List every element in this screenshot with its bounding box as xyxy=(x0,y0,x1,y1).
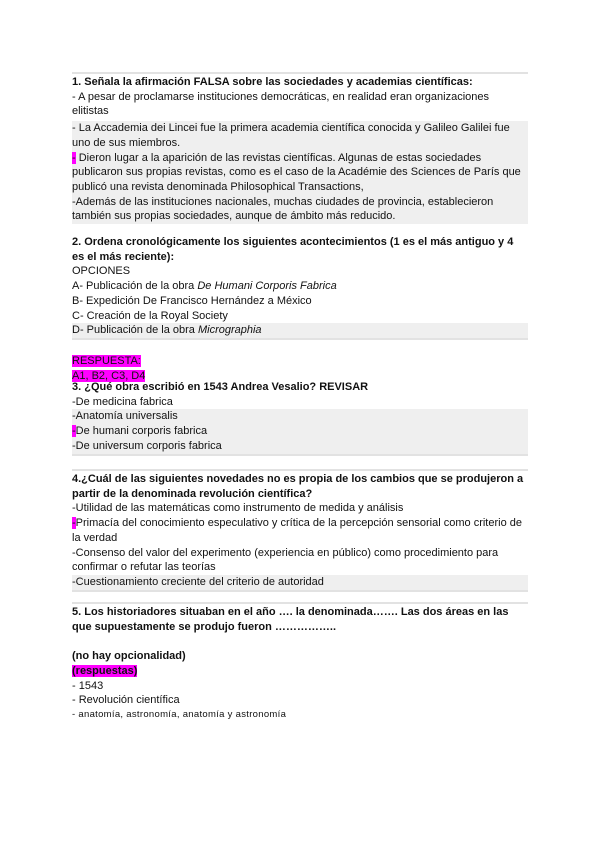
divider xyxy=(72,72,528,74)
option-text: De humani corporis fabrica xyxy=(75,425,208,438)
divider xyxy=(72,590,528,592)
shaded-options xyxy=(72,409,528,453)
answer-label: RESPUESTA: xyxy=(72,354,141,367)
option-b: B- Expedición De Francisco Hernández a México xyxy=(72,294,312,307)
question-title: 3. ¿Qué obra escribió en 1543 Andrea Vesalio? REVISAR xyxy=(72,381,369,393)
question-title: 5. Los historiadores situaban en el año …. la denominada……. Las dos áreas en las que supuestamente se produjo fueron …………….. xyxy=(72,606,509,633)
question-title: 4.¿Cuál de las siguientes novedades no es propia de los cambios que se produjeron a partir de la denominada revolución científica? xyxy=(72,473,524,500)
question-1 xyxy=(72,72,528,224)
answer-marker: - xyxy=(72,517,76,530)
answer: - anatomía, astronomía, anatomía y astronomía xyxy=(72,708,287,720)
answer: - 1543 xyxy=(72,679,104,692)
note: (no hay opcionalidad) xyxy=(72,650,186,663)
option: -De medicina fabrica xyxy=(72,395,173,408)
option-correct xyxy=(72,424,528,439)
option-text: D- Publicación de la obra xyxy=(72,324,198,337)
option: - A pesar de proclamarse instituciones democráticas, en realidad eran organizaciones elitistas xyxy=(72,90,490,118)
question-3 xyxy=(72,380,528,456)
option: -Consenso del valor del experimento (experiencia en público) como procedimiento para confirmar o refutar las teorías xyxy=(72,546,499,574)
option-d xyxy=(72,323,528,338)
option: -Además de las instituciones nacionales, muchas ciudades de provincia, establecieron también sus propias sociedades, aunque de ámbito más reducido. xyxy=(72,195,494,223)
option: -De universum corporis fabrica xyxy=(72,439,222,452)
option: -Cuestionamiento creciente del criterio de autoridad xyxy=(72,575,528,590)
answer-label: (respuestas) xyxy=(72,664,138,677)
option-text: Dieron lugar a la aparición de las revistas científicas. Algunas de estas sociedades publicaron sus propias revistas, como es el caso de la Académie des Sciences de París que publicó una revista denominada Philosophical Transactions, xyxy=(72,151,521,193)
answer-marker: - xyxy=(72,425,76,438)
option: - La Accademia dei Lincei fue la primera academia científica conocida y Galileo Galilei fue uno de sus miembros. xyxy=(72,122,510,149)
answer-marker: - xyxy=(72,151,76,164)
question-5 xyxy=(72,602,528,723)
options-label: OPCIONES xyxy=(72,265,131,278)
work-title: De Humani Corporis Fabrica xyxy=(197,280,337,293)
divider xyxy=(72,454,528,456)
option-a xyxy=(72,279,528,294)
option: -Utilidad de las matemáticas como instrumento de medida y análisis xyxy=(72,502,404,515)
option-text: Primacía del conocimiento especulativo y crítica de la percepción sensorial como criterio de la verdad xyxy=(72,517,522,544)
option-c: C- Creación de la Royal Society xyxy=(72,309,228,322)
divider xyxy=(72,602,528,604)
option-correct xyxy=(72,151,528,195)
answer: - Revolución científica xyxy=(72,694,180,707)
divider xyxy=(72,469,528,471)
work-title: Micrographia xyxy=(197,324,262,337)
question-2 xyxy=(72,235,528,383)
question-4 xyxy=(72,469,528,592)
answer: A1, B2, C3, D4 xyxy=(72,369,146,382)
shaded-options xyxy=(72,121,528,224)
question-title: 1. Señala la afirmación FALSA sobre las sociedades y academias científicas: xyxy=(72,76,473,88)
option-text: A- Publicación de la obra xyxy=(72,280,198,293)
question-title: 2. Ordena cronológicamente los siguientes acontecimientos (1 es el más antiguo y 4 es el más reciente): xyxy=(72,236,514,263)
option: -Anatomía universalis xyxy=(72,410,178,423)
option-correct xyxy=(72,516,528,545)
